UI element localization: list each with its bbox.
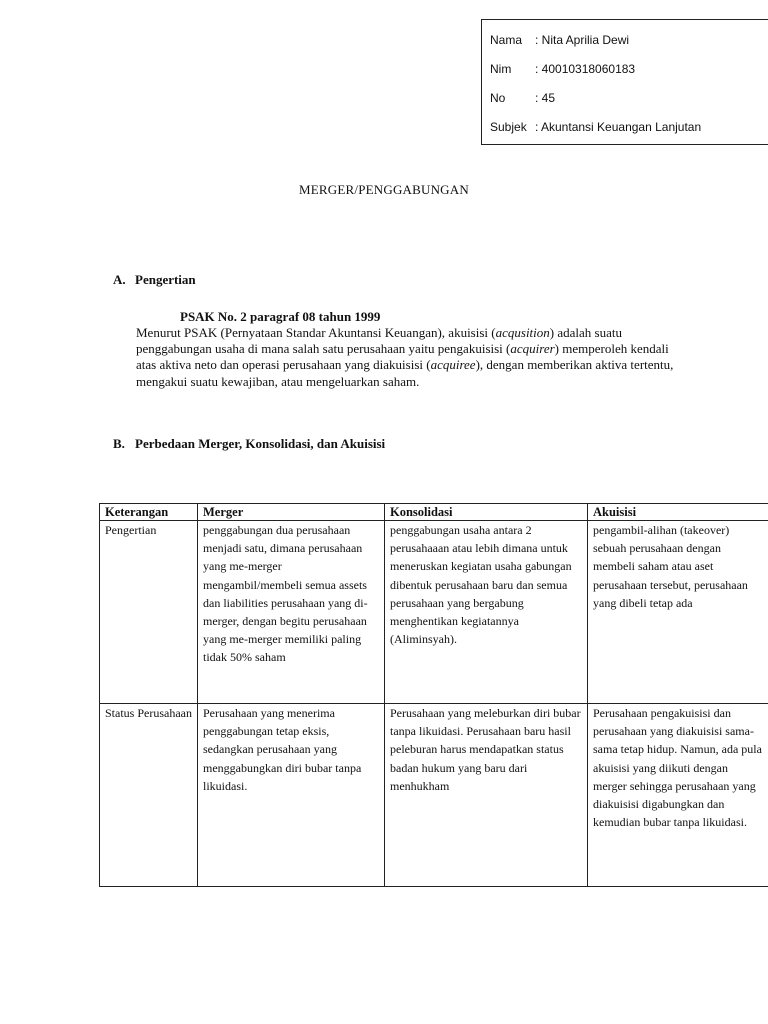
paragraph-text: ) adalah suatu penggabungan usaha di mana salah satu perusahaan yaitu pengakuisisi ( — [136, 325, 622, 357]
header-keterangan: Keterangan — [100, 504, 198, 521]
paragraph-text: ), dengan memberikan aktiva tertentu, mengakui suatu kewajiban, atau mengeluarkan saham. — [136, 357, 674, 389]
header-konsolidasi: Konsolidasi — [385, 504, 588, 521]
student-info-box — [481, 19, 768, 145]
info-row-no — [490, 83, 768, 112]
info-label: Nim — [490, 61, 512, 76]
info-row-subjek — [490, 112, 768, 141]
paragraph-text: ) memperoleh kendali atas aktiva neto dan operasi perusahaan yang diakuisisi ( — [136, 341, 669, 373]
section-a-heading — [113, 272, 196, 288]
info-label: No — [490, 90, 506, 105]
info-value: : Nita Aprilia Dewi — [535, 32, 630, 47]
section-title: Perbedaan Merger, Konsolidasi, dan Akuisisi — [135, 436, 386, 451]
table-cell: Status Perusahaan — [100, 704, 198, 887]
table-cell: Perusahaan yang menerima penggabungan tetap eksis, sedangkan perusahaan yang menggabungkan diri bubar tanpa likuidasi. — [198, 704, 385, 887]
document-title: MERGER/PENGGABUNGAN — [299, 182, 469, 197]
table-cell: penggabungan dua perusahaan menjadi satu, dimana perusahaan yang me-merger mengambil/membeli semua assets dan liabilities perusahaan yang di-merger, dengan begitu perusahaan yang me-merger memiliki paling tidak 50% saham — [198, 521, 385, 704]
table-row — [100, 521, 768, 704]
section-letter: A. — [113, 272, 126, 287]
section-b-heading — [113, 436, 385, 452]
comparison-table — [99, 503, 768, 887]
info-label: Nama — [490, 32, 523, 47]
table-cell: penggabungan usaha antara 2 perusahaaan atau lebih dimana untuk meneruskan kegiatan usaha gabungan dibentuk perusahaan baru dan semua perusahaan yang bergabung menghentikan kegiatannya (Aliminsyah). — [385, 521, 588, 704]
info-value: : 40010318060183 — [535, 61, 636, 76]
table-cell: Perusahaan yang meleburkan diri bubar tanpa likuidasi. Perusahaan baru hasil peleburan harus mendapatkan status badan hukum yang baru dari menhukham — [385, 704, 588, 887]
info-label: Subjek — [490, 119, 527, 134]
info-row-nim — [490, 54, 768, 83]
header-merger: Merger — [198, 504, 385, 521]
paragraph-term: acqusition — [495, 325, 550, 340]
paragraph-term: acquirer — [510, 341, 555, 357]
definition-paragraph — [136, 325, 676, 390]
section-letter: B. — [113, 436, 125, 451]
section-title: Pengertian — [135, 272, 196, 287]
info-row-nama — [490, 25, 768, 54]
paragraph-term: acquiree — [430, 357, 476, 373]
info-value: : Akuntansi Keuangan Lanjutan — [535, 119, 702, 134]
info-value: : 45 — [535, 90, 556, 105]
table-header-row — [100, 504, 768, 521]
table-cell: pengambil-alihan (takeover) sebuah perusahaan dengan membeli saham atau aset perusahaan tersebut, perusahaan yang dibeli tetap ada — [588, 521, 768, 704]
table-cell: Pengertian — [100, 521, 198, 704]
psak-heading: PSAK No. 2 paragraf 08 tahun 1999 — [180, 309, 381, 324]
table-row — [100, 704, 768, 887]
table-cell: Perusahaan pengakuisisi dan perusahaan yang diakuisisi sama-sama tetap hidup. Namun, ada pula akuisisi yang diikuti dengan merger sehingga perusahaan yang diakuisisi digabungkan dan kemudian bubar tanpa likuidasi. — [588, 704, 768, 887]
paragraph-text: Menurut PSAK (Pernyataan Standar Akuntansi Keuangan), akuisisi ( — [136, 325, 496, 340]
header-akuisisi: Akuisisi — [588, 504, 768, 521]
